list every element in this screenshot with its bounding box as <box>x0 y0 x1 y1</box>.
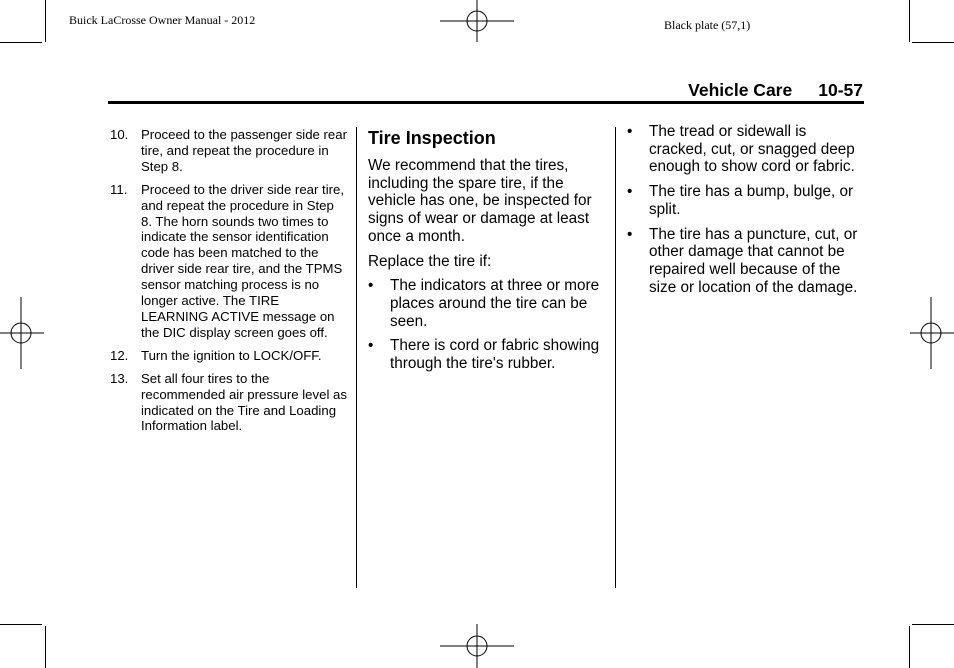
step-number: 12. <box>110 347 129 363</box>
bullet-text: The tread or sidewall is cracked, cut, or snagged deep enough to show cord or fabric. <box>649 123 855 176</box>
column-2-tire-inspection <box>368 127 600 380</box>
bullet-icon: • <box>627 225 633 243</box>
bullet-icon: • <box>368 277 374 295</box>
section-heading: Tire Inspection <box>368 128 496 148</box>
page-number: 10-57 <box>818 80 863 100</box>
crop-mark-bottom-right-v <box>909 626 910 668</box>
bullet-icon: • <box>627 123 633 140</box>
intro-paragraph: We recommend that the tires, including the spare tire, if the vehicle has one, be inspected for signs of wear or damage at least once a month. <box>368 157 592 245</box>
crop-mark-top-right-h <box>912 42 954 43</box>
crop-mark-bottom-right-h <box>912 624 954 625</box>
step-text: Proceed to the driver side rear tire, and repeat the procedure in Step 8. The horn sounds two times to indicate the sensor identification code has been matched to the driver side rear tire, and the TPMS sensor matching process is no longer active. The TIRE LEARNING ACTIVE message on the DIC display screen goes off. <box>141 181 345 340</box>
column-1-steps <box>108 127 348 441</box>
header-rule <box>108 101 864 104</box>
crop-mark-top-left-v <box>45 0 46 42</box>
bullet-text: The tire has a puncture, cut, or other damage that cannot be repaired well because of the size or location of the damage. <box>649 225 858 296</box>
column-divider-2 <box>615 127 616 588</box>
print-info-manual-title: Buick LaCrosse Owner Manual - 2012 <box>69 13 256 27</box>
column-divider-1 <box>356 127 357 588</box>
lead-paragraph: Replace the tire if: <box>368 252 492 270</box>
step-number: 11. <box>110 181 128 197</box>
crop-mark-top-right-v <box>909 0 910 42</box>
list-item <box>368 277 600 330</box>
crop-mark-bottom-left-v <box>45 626 46 668</box>
list-item-step-12 <box>108 348 348 364</box>
bullet-text: The indicators at three or more places around the tire can be seen. <box>390 277 600 330</box>
list-item-step-13 <box>108 371 348 435</box>
bullet-text: There is cord or fabric showing through the tire's rubber. <box>390 337 600 373</box>
step-number: 10. <box>110 127 129 142</box>
column-3-bullets <box>627 123 863 303</box>
list-item <box>627 123 863 176</box>
section-title: Vehicle Care <box>688 80 793 100</box>
list-item-step-10 <box>108 127 348 175</box>
bullet-text: The tire has a bump, bulge, or split. <box>649 183 854 218</box>
step-text: Turn the ignition to LOCK/OFF. <box>141 347 322 363</box>
step-number: 13. <box>110 370 129 386</box>
bullet-icon: • <box>368 337 374 355</box>
registration-mark-right-icon <box>910 297 954 369</box>
crop-mark-top-left-h <box>0 42 42 43</box>
list-item-step-11 <box>108 182 348 341</box>
step-text: Set all four tires to the recommended air pressure level as indicated on the Tire and Loading Information label. <box>141 370 347 434</box>
list-item <box>368 337 600 372</box>
bullet-icon: • <box>627 183 633 201</box>
list-item <box>627 226 863 297</box>
step-text: Proceed to the passenger side rear tire, and repeat the procedure in Step 8. <box>141 127 347 174</box>
registration-mark-bottom-icon <box>440 624 514 668</box>
registration-mark-top-icon <box>440 0 514 44</box>
bullet-list <box>368 277 600 373</box>
print-info-plate: Black plate (57,1) <box>664 18 751 32</box>
registration-mark-left-icon <box>0 297 44 369</box>
crop-mark-bottom-left-h <box>0 624 42 625</box>
running-head <box>560 80 863 101</box>
bullet-list <box>627 123 863 296</box>
list-item <box>627 183 863 218</box>
